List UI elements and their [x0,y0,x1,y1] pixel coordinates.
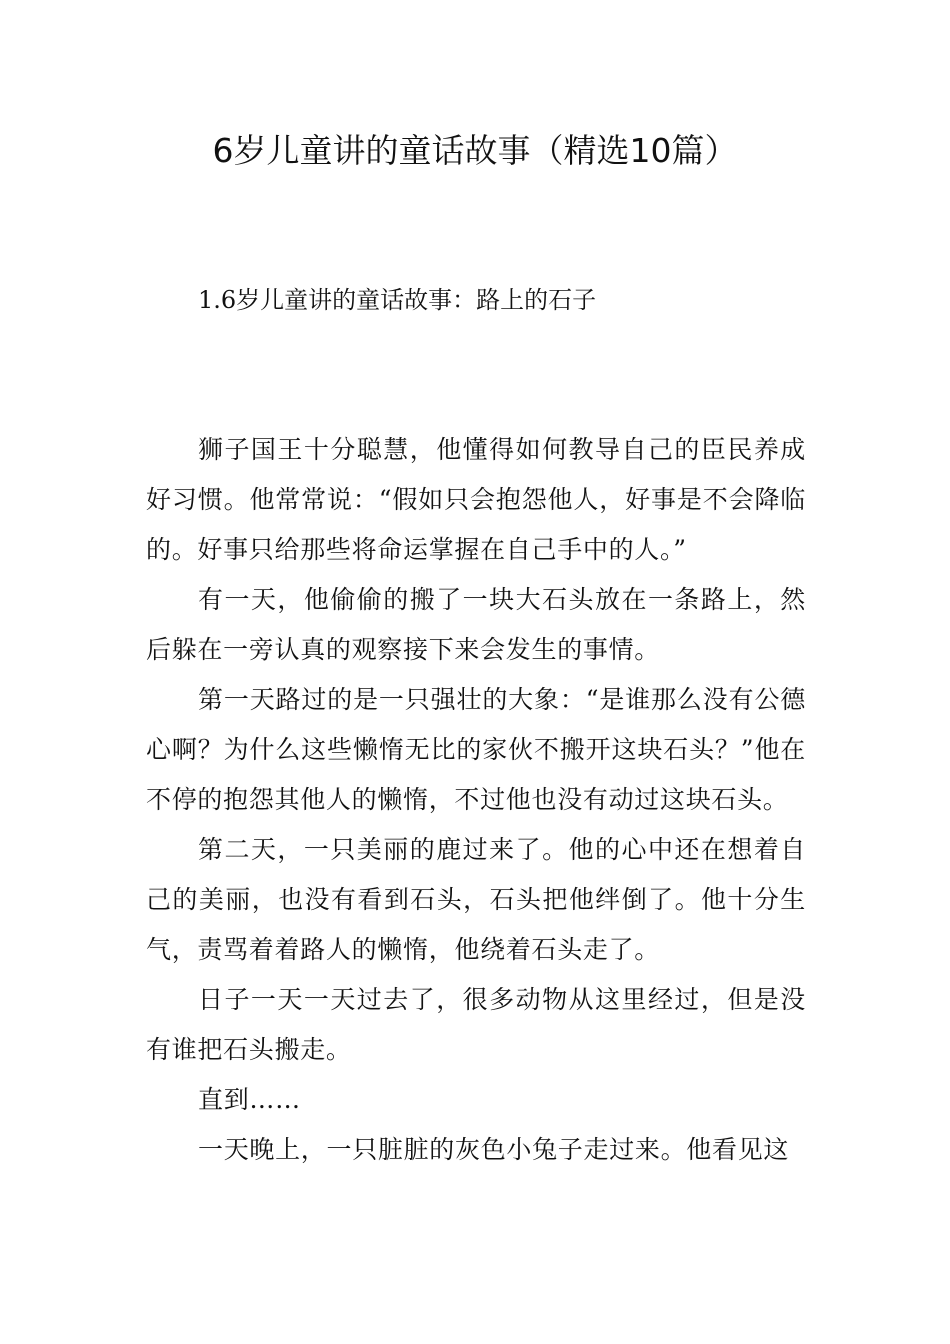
paragraph: 直到…… [198,1085,301,1114]
document-title: 6岁儿童讲的童话故事（精选10篇） [212,131,738,170]
section-heading: 1.6岁儿童讲的童话故事：路上的石子 [198,286,597,314]
paragraph: 有一天，他偷偷的搬了一块大石头放在一条路上，然后躲在一旁认真的观察接下来会发生的事情。 [146,585,806,664]
paragraph: 第一天路过的是一只强壮的大象：“是谁那么没有公德心啊？为什么这些懒惰无比的家伙不搬开这块石头？”他在不停的抱怨其他人的懒惰，不过他也没有动过这块石头。 [146,685,806,814]
paragraph: 一天晚上，一只脏脏的灰色小兔子走过来。他看见这 [198,1135,790,1164]
story-body [146,425,806,1175]
paragraph: 日子一天一天过去了，很多动物从这里经过，但是没有谁把石头搬走。 [146,985,806,1064]
paragraph: 第二天，一只美丽的鹿过来了。他的心中还在想着自己的美丽，也没有看到石头，石头把他绊倒了。他十分生气，责骂着着路人的懒惰，他绕着石头走了。 [146,835,806,964]
paragraph: 狮子国王十分聪慧，他懂得如何教导自己的臣民养成好习惯。他常常说：“假如只会抱怨他人，好事是不会降临的。好事只给那些将命运掌握在自己手中的人。” [146,435,806,564]
